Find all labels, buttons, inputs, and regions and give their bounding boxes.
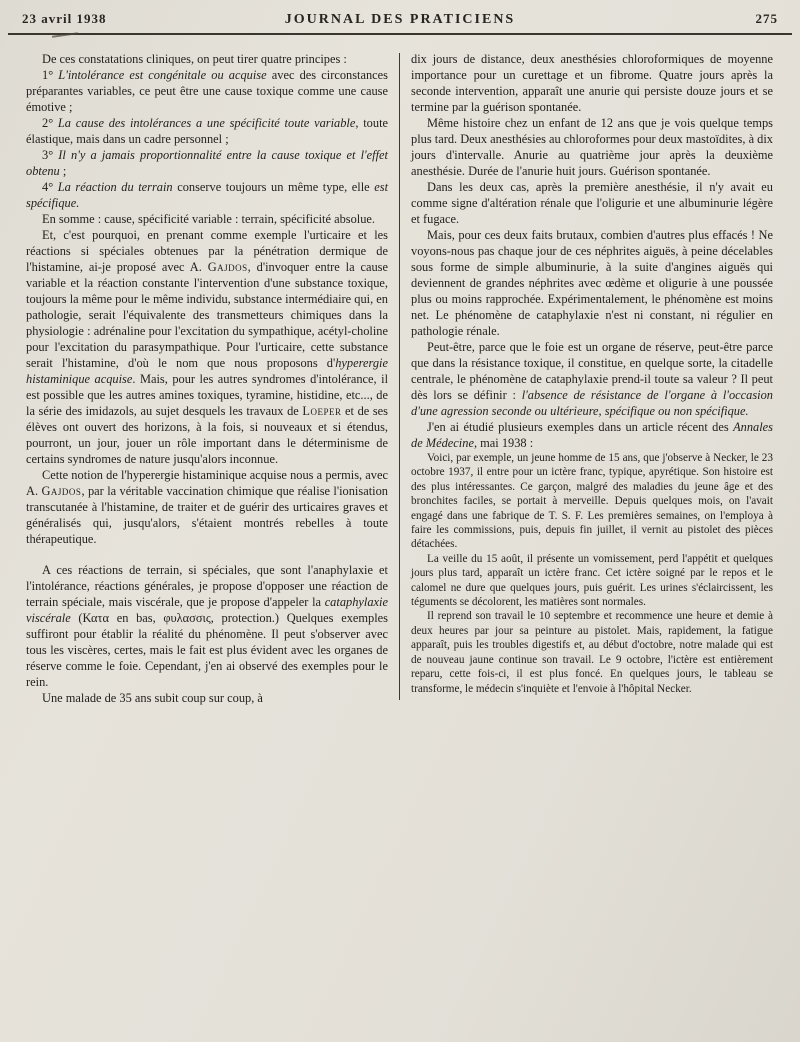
body-text: J'en ai étudié plusieurs exemples dans un article récent des — [427, 420, 734, 434]
body-text: . Mais, pour les autres syndromes d'intolérance, il est possible que les autres amines toxiques, tyramine, histidine, etc..., de la série des imidazols, au sujet desquels les travaux de — [26, 372, 389, 418]
body-text: En somme : cause, spécificité variable : terrain, spécificité absolue. — [42, 212, 376, 226]
italic-text: L'intolérance est congénitale ou acquise — [58, 68, 267, 82]
paragraph — [411, 179, 773, 227]
page-header — [0, 0, 800, 31]
paragraph — [411, 552, 773, 610]
paragraph — [411, 51, 773, 115]
body-text: De ces constatations cliniques, on peut tirer quatre principes : — [42, 52, 347, 66]
left-column — [26, 51, 388, 706]
journal-title: JOURNAL DES PRATICIENS — [284, 12, 516, 27]
italic-text: Annales de Médecine, — [411, 420, 773, 450]
body-text: Peut-être, parce que le foie est un organe de réserve, peut-être parce que dans la résistance toxique, il constitue, en quelque sorte, la citadelle centrale, le phénomène de cataphylaxie prend-il toute sa valeur ? Il peut dès lors se définir : — [411, 340, 773, 402]
paragraph — [26, 115, 388, 147]
body-text: La veille du 15 août, il présente un vomissement, perd l'appétit et quelques jours plus tard, apparaît un ictère franc. Cet ictère soigné par le repos et le calomel ne dure que quelques jours, puis guérit. Les urines s'éclaircissent, les téguments se décolorent, les matières sont normales. — [411, 552, 773, 609]
body-text: et de ses élèves ont ouvert des horizons, à la fois, si nouveaux et si étendus, pourront, un jour, jouer un rôle important dans le déterminisme de certains syndromes de nature jusqu'alors inconnue. — [26, 404, 388, 466]
paragraph — [26, 147, 388, 179]
paragraph — [411, 419, 773, 451]
body-text: dix jours de distance, deux anesthésies chloroformiques de moyenne importance pour un curettage et un fibrome. Quatre jours après la seconde intervention, apparaît une anurie qui persiste douze jours et se termine par la guérison spontanée. — [411, 52, 773, 114]
body-text: toute élastique, mais dans un cadre personnel ; — [26, 116, 389, 146]
paragraph — [26, 51, 388, 67]
smallcaps-name: Loeper — [302, 404, 342, 418]
body-text: (Κατα en bas, φυλασσις, protection.) Quelques exemples suffiront pour établir la réalité du phénomène. Il peut s'observer avec tous les viscères, certes, mais le fait est plus évident avec les organes de réserve comme le foie. Cependant, j'en ai observé des exemples pour le rein. — [26, 611, 388, 689]
journal-date: 23 avril 1938 — [22, 11, 107, 26]
paragraph — [26, 690, 388, 706]
italic-text: est spécifique. — [26, 180, 389, 210]
body-text: Même histoire chez un enfant de 12 ans que je vois quelque temps plus tard. Deux anesthésies au chloroformes pour deux mastoïdites, à dix jours d'intervalle. Anurie au quatrième jour après la deuxième anesthésie. Durée de l'anurie huit jours. Guérison spontanée. — [411, 116, 773, 178]
right-column — [411, 51, 773, 706]
paragraph — [411, 227, 773, 339]
body-text: , par la véritable vaccination chimique que réalise l'ionisation transcutanée à l'histamine, de traiter et de guérir des urticaires graves et généralisés qui, jusqu'alors, s'étaient montrés rebelles à toute thérapeutique. — [26, 484, 388, 546]
italic-text: cataphylaxie viscérale — [26, 595, 388, 625]
paragraph — [26, 179, 388, 211]
paragraph — [26, 562, 388, 690]
body-text: A ces réactions de terrain, si spéciales, que sont l'anaphylaxie et l'intolérance, réactions générales, je propose d'opposer une réaction de terrain spéciale, mais viscérale, que je propose d'appeler la — [26, 563, 388, 609]
italic-text: l'absence de résistance de l'organe à l'occasion d'une agression seconde ou ultérieure, spécifique ou non spécifique. — [411, 388, 773, 418]
column-divider — [399, 53, 400, 700]
smallcaps-name: Gajdos — [207, 260, 248, 274]
body-text: avec des circonstances préparantes variables, ce peut être une cause toxique comme une cause émotive ; — [26, 68, 389, 114]
paragraph — [26, 227, 388, 467]
body-text: ; — [59, 164, 67, 178]
body-text: 2° — [42, 116, 58, 130]
italic-text: hyperergie histaminique acquise — [26, 356, 388, 386]
body-text: conserve toujours un même type, elle — [172, 180, 375, 194]
paragraph — [411, 451, 773, 552]
body-text: 4° — [42, 180, 58, 194]
paragraph — [411, 339, 773, 419]
paragraph — [411, 609, 773, 695]
body-text: Voici, par exemple, un jeune homme de 15 ans, que j'observe à Necker, le 23 octobre 1937, il entre pour un ictère franc, typique, apyrétique. Son histoire est des plus intéressantes. Ce garçon, malgré des maladies du jeune âge et des bronchites faciles, se portait à merveille. Depuis quelques mois, on l'avait engagé dans une fabrique de T. S. F. Les premières semaines, on l'employa à faire les commissions, puis, depuis fin juillet, il vernit au pistolet des pièces détachées. — [411, 452, 773, 551]
italic-text: La réaction du terrain — [57, 180, 173, 194]
body-text: Et, c'est pourquoi, en prenant comme exemple l'urticaire et les réactions si spéciales obtenues par la pénétration dermique de l'histamine, ai-je proposé avec A. — [26, 228, 388, 274]
smallcaps-name: Gajdos — [41, 484, 82, 498]
italic-text: Il n'y a jamais proportionnalité entre la cause toxique et l'effet obtenu — [26, 148, 388, 178]
body-text: , d'invoquer entre la cause variable et la réaction constante l'intervention d'une substance toxique, toujours la même pour le même individu, substance intermédiaire qui, en pathologie, serait l'équivalente des transmetteurs chimiques dans la physiologie : adrénaline pour l'excitation du sympathique, acétyl-choline pour l'excitation du parasympathique. Pour l'urticaire, cette substance serait l'histamine, d'où le nom que nous proposons d' — [26, 260, 388, 370]
body-text: mai 1938 : — [477, 436, 534, 450]
body-text: Une malade de 35 ans subit coup sur coup, à — [42, 691, 263, 705]
body-text: Il reprend son travail le 10 septembre et recommence une heure et demie à deux heures par jour sa peinture au pistolet. Mais, rapidement, la fatigue apparaît, puis les troubles digestifs et, au début d'octobre, notre malade qui est de nouveau jaune continue son travail. Le 9 octobre, l'ictère est entièrement reparu, cette fois-ci, il est plus foncé. En quelques jours, le tableau se transforme, le médecin s'inquiète et l'envoie à l'hôpital Necker. — [411, 610, 773, 695]
paragraph — [26, 211, 388, 227]
body-text: 1° — [42, 68, 59, 82]
paragraph — [26, 467, 388, 547]
paragraph — [26, 67, 388, 115]
body-text: Cette notion de l'hyperergie histaminique acquise nous a permis, avec A. — [26, 468, 388, 498]
page-body — [0, 35, 800, 706]
body-text: Dans les deux cas, après la première anesthésie, il n'y avait eu comme signe d'altération rénale que l'oligurie et une albuminurie légère et fugace. — [411, 180, 773, 226]
body-text: 3° — [42, 148, 59, 162]
italic-text: La cause des intolérances a une spécificité toute variable, — [57, 116, 359, 130]
page-number: 275 — [755, 11, 778, 26]
paragraph — [411, 115, 773, 179]
body-text: Mais, pour ces deux faits brutaux, combien d'autres plus effacés ! Ne voyons-nous pas chaque jour de ces néphrites aiguës, à peine décelables sous forme de simple albuminurie, à la suite d'angines aiguës qui deviennent de grandes néphrites avec œdème et oligurie à une poussée plus ou moins rapprochée. Expérimentalement, le phénomène est moins net. Le phénomène de cataphylaxie n'est ni constant, ni régulier en pathologie rénale. — [411, 228, 773, 338]
